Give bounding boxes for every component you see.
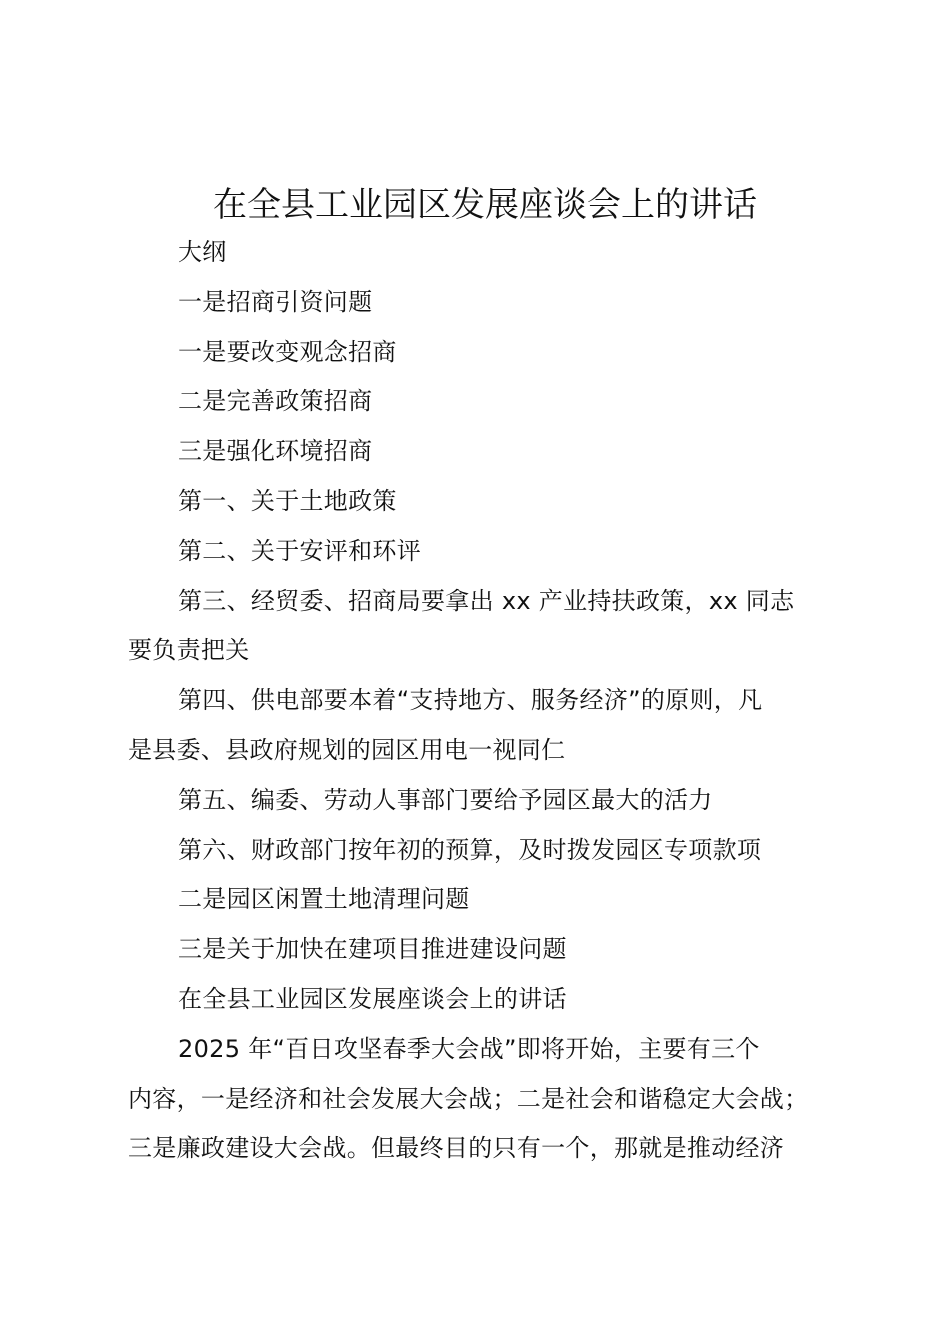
paragraph-line: 在全县工业园区发展座谈会上的讲话 [178,984,567,1013]
paragraph-line: 三是廉政建设大会战。但最终目的只有一个，那就是推动经济 [128,1134,785,1163]
paragraph-line: 内容，一是经济和社会发展大会战；二是社会和谐稳定大会战； [128,1084,809,1113]
paragraph-fourth [128,676,832,776]
paragraph-line: 第一、关于土地政策 [178,486,397,515]
paragraph-line: 三是强化环境招商 [178,437,373,466]
document-title: 在全县工业园区发展座谈会上的讲话 [213,185,757,225]
paragraph-line: 第六、财政部门按年初的预算，及时拨发园区专项款项 [178,835,762,864]
paragraph-line: 要负责把关 [128,636,250,665]
paragraph-line: 2025 年“百日攻坚春季大会战”即将开始，主要有三个 [178,1034,760,1063]
paragraph-line: 是县委、县政府规划的园区用电一视同仁 [128,735,566,764]
paragraph-line: 第三、经贸委、招商局要拿出 xx 产业持扶政策，xx 同志 [178,586,795,615]
paragraph-line: 二是园区闲置土地清理问题 [178,885,470,914]
paragraph-final [128,1025,832,1174]
paragraph-line: 第五、编委、劳动人事部门要给予园区最大的活力 [178,785,713,814]
paragraph-line: 第二、关于安评和环评 [178,536,421,565]
paragraph-line: 三是关于加快在建项目推进建设问题 [178,935,567,964]
outline-heading: 大纲 [178,238,227,266]
paragraph-line: 第四、供电部要本着“支持地方、服务经济”的原则，凡 [178,686,763,715]
paragraph-line: 一是要改变观念招商 [178,337,397,366]
paragraph-line: 一是招商引资问题 [178,287,373,316]
paragraph-line: 二是完善政策招商 [178,387,373,416]
paragraph-third [128,577,832,677]
